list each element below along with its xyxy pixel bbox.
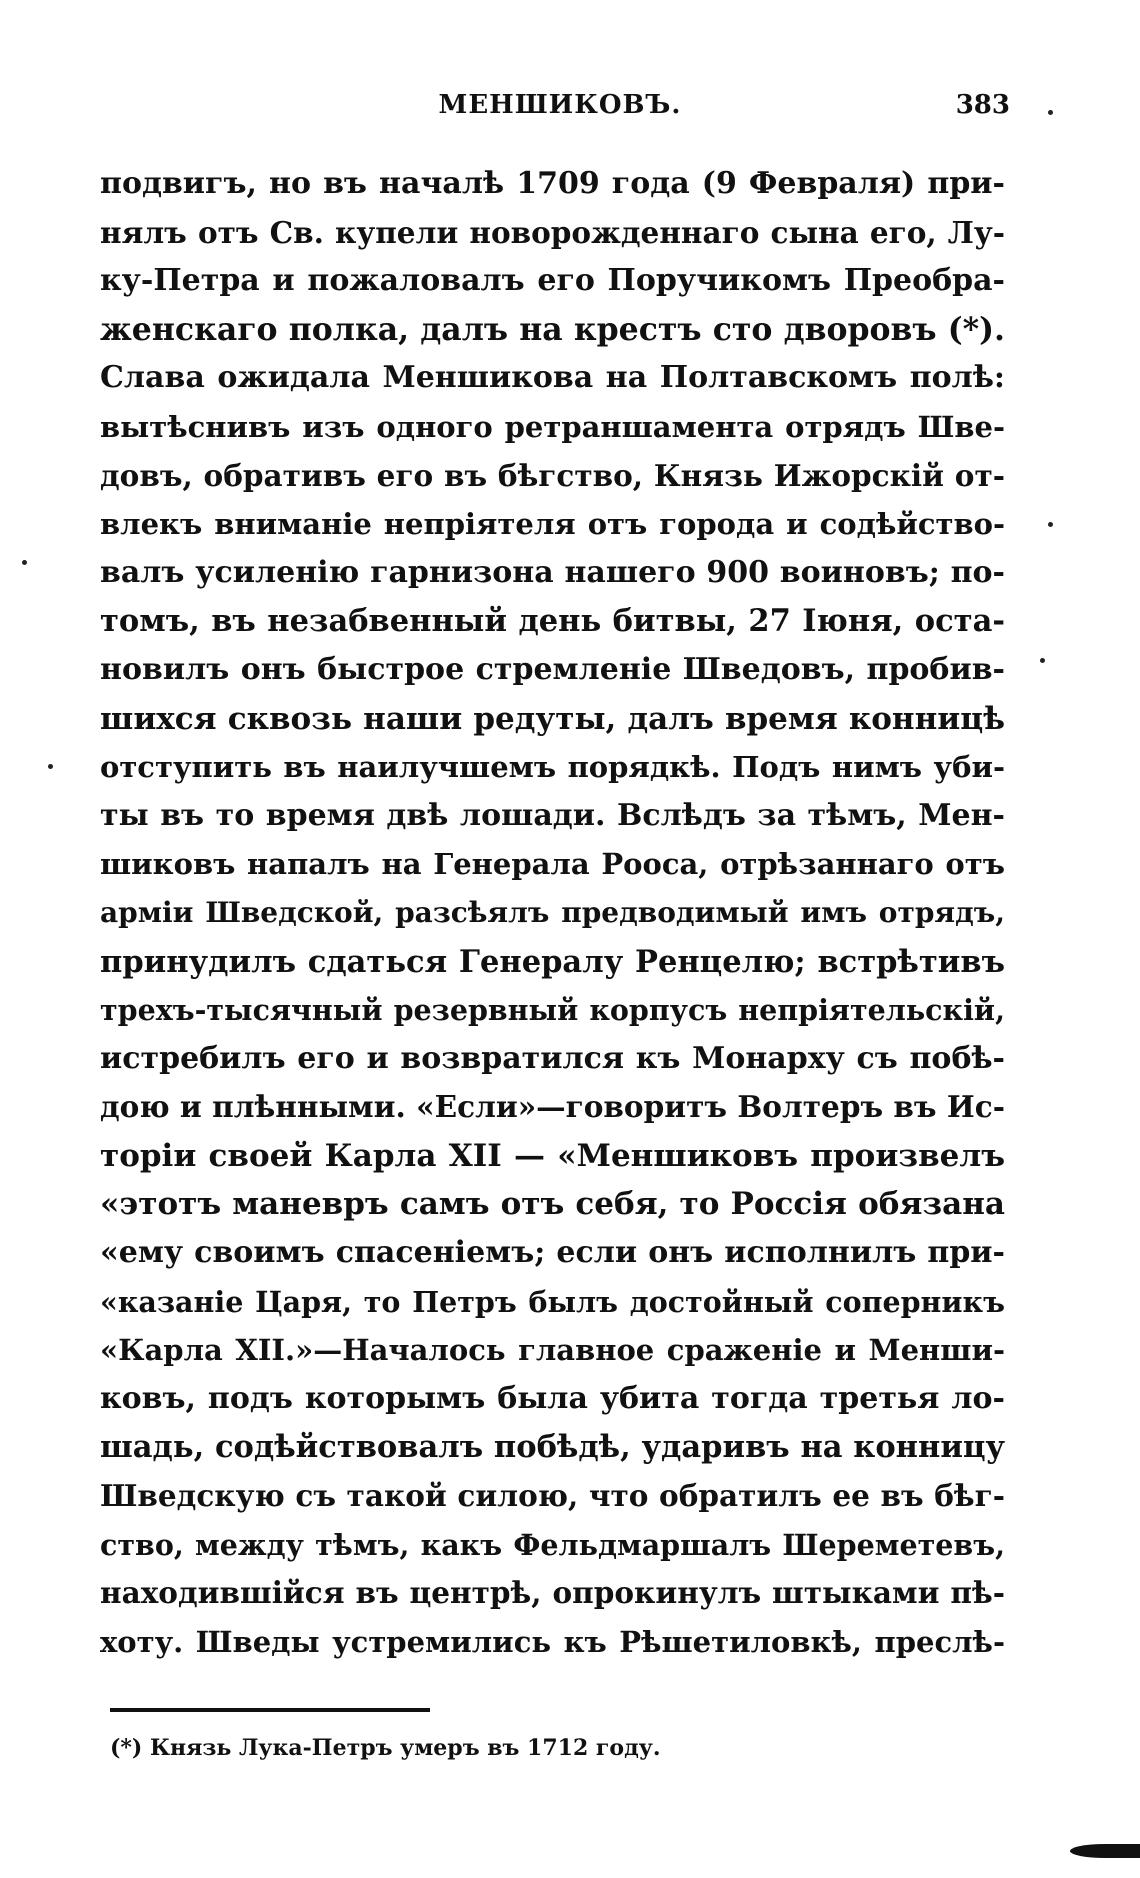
text-line: томъ, въ незабвенный день битвы, 27 Іюня, оста-: [100, 603, 1005, 640]
print-speck: [48, 764, 53, 769]
text-line: женскаго полка, далъ на крестъ сто дворовъ (*).: [100, 310, 1005, 348]
body-text: [100, 160, 1005, 1666]
text-line: истребилъ его и возвратился къ Монарху съ побѣ-: [100, 1040, 1005, 1076]
text-line: дою и плѣнными. «Если»—говоритъ Волтеръ въ Ис-: [100, 1089, 1005, 1125]
text-line: ство, между тѣмъ, какъ Фельдмаршалъ Шереметевъ,: [100, 1527, 1005, 1562]
text-line: шадь, содѣйствовалъ побѣдѣ, ударивъ на конницу: [100, 1429, 1005, 1466]
print-speck: [1048, 522, 1053, 527]
text-line: новилъ онъ быстрое стремленіе Шведовъ, пробив-: [100, 651, 1005, 687]
text-line: арміи Шведской, разсѣялъ предводимый имъ отрядъ,: [100, 895, 1005, 929]
page-edge-smudge: [1070, 1844, 1140, 1858]
text-line: находившійся въ центрѣ, опрокинулъ штыками пѣ-: [100, 1575, 1005, 1611]
text-line: ковъ, подъ которымъ была убита тогда третья ло-: [100, 1380, 1005, 1416]
running-title: МЕНШИКОВЪ.: [438, 90, 682, 120]
text-line: «казаніе Царя, то Петръ былъ достойный соперникъ: [100, 1284, 1005, 1319]
footnote: (*) Князь Лука-Петръ умеръ въ 1712 году.: [110, 1735, 661, 1761]
text-line: вытѣснивъ изъ одного ретраншамента отрядъ Шве-: [100, 409, 1005, 444]
text-line: «ему своимъ спасеніемъ; если онъ исполнилъ при-: [100, 1235, 1005, 1271]
text-line: влекъ вниманіе непріятеля отъ города и содѣйство-: [100, 507, 1005, 542]
running-head: [100, 90, 1020, 130]
text-line: «этотъ маневръ самъ отъ себя, то Россія обязана: [100, 1186, 1005, 1223]
text-line: шиковъ напалъ на Генерала Рооса, отрѣзаннаго отъ: [100, 847, 1005, 882]
text-line: шихся сквозь наши редуты, далъ время конницѣ: [100, 700, 1005, 737]
text-line: Шведскую съ такой силою, что обратилъ ее въ бѣг-: [100, 1478, 1005, 1514]
page-number: 383: [955, 90, 1010, 120]
text-line: торіи своей Карла XII — «Меншиковъ произвелъ: [100, 1137, 1005, 1174]
text-line: отступить въ наилучшемъ порядкѣ. Подъ нимъ уби-: [100, 750, 1005, 785]
print-speck: [22, 560, 27, 565]
text-line: валъ усиленію гарнизона нашего 900 воиновъ; по-: [100, 554, 1005, 590]
text-line: принудилъ сдаться Генералу Ренцелю; встрѣтивъ: [100, 943, 1005, 980]
text-line: подвигъ, но въ началѣ 1709 года (9 Февраля) при-: [100, 166, 1005, 201]
text-line: ку-Петра и пожаловалъ его Поручикомъ Преобра-: [100, 263, 1005, 299]
footnote-rule: [110, 1708, 430, 1712]
text-line: нялъ отъ Св. купели новорожденнаго сына его, Лу-: [100, 214, 1005, 250]
print-speck: [1048, 110, 1053, 115]
text-line: трехъ-тысячный резервный корпусъ непріятельскій,: [100, 993, 1005, 1028]
text-line: ты въ то время двѣ лошади. Вслѣдъ за тѣмъ, Мен-: [100, 797, 1005, 833]
text-line: «Карла XII.»—Началось главное сраженіе и Менши-: [100, 1333, 1005, 1368]
text-line: хоту. Шведы устремились къ Рѣшетиловкѣ, преслѣ-: [100, 1624, 1005, 1659]
text-line: довъ, обративъ его въ бѣгство, Князь Ижорскій от-: [100, 457, 1005, 493]
print-speck: [1040, 658, 1045, 663]
text-line: Слава ожидала Меншикова на Полтавскомъ полѣ:: [100, 360, 1005, 396]
